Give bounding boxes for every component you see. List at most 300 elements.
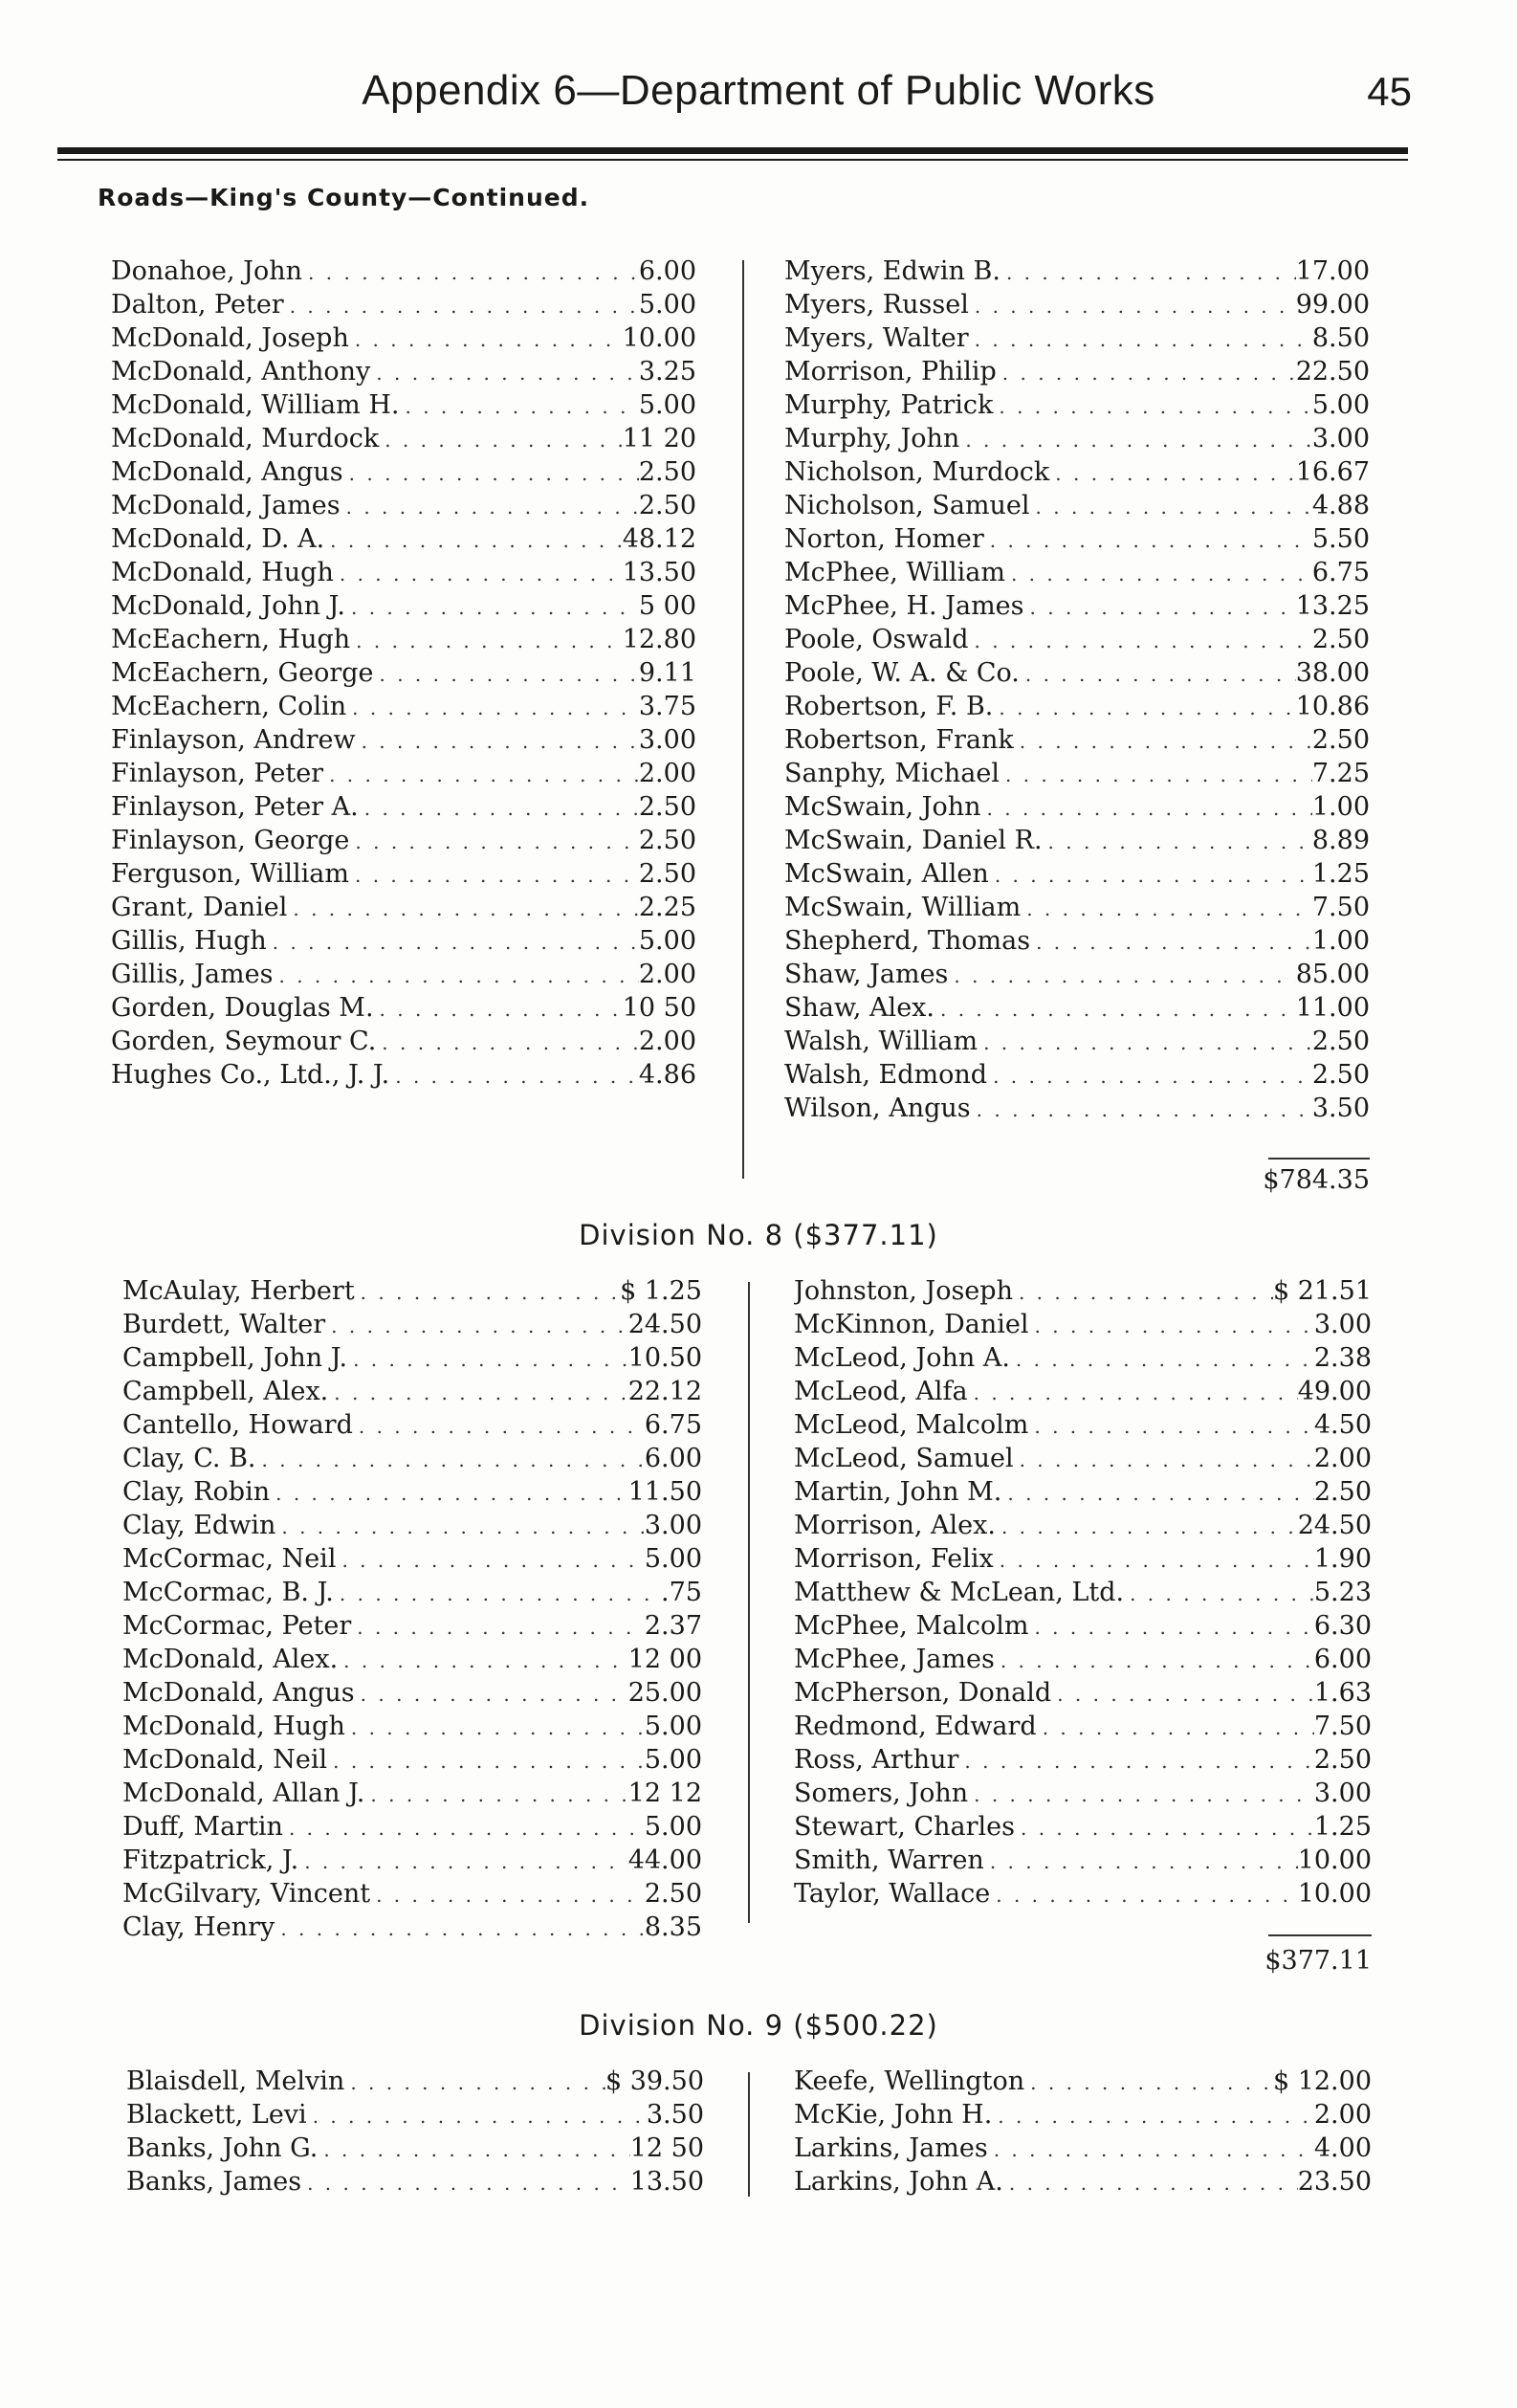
dot-leader	[1049, 457, 1295, 489]
dot-leader	[981, 792, 1312, 824]
payment-amount: 5.00	[644, 1745, 702, 1775]
payment-amount: 2.00	[1313, 2100, 1372, 2130]
ledger-row	[794, 1743, 1372, 1777]
dot-leader	[989, 859, 1312, 891]
ledger-row	[111, 388, 696, 422]
dot-leader	[934, 993, 1296, 1025]
payment-amount: 2.50	[638, 859, 696, 889]
payee-name: Clay, C. B.	[122, 1444, 256, 1473]
payee-name: Shepherd, Thomas	[784, 926, 1031, 956]
payment-amount: 24.50	[1297, 1511, 1372, 1540]
ledger-row	[784, 891, 1370, 924]
dot-leader	[353, 1410, 645, 1442]
payee-name: Dalton, Peter	[111, 290, 284, 320]
dot-leader	[318, 2133, 629, 2165]
payee-name: Murphy, John	[784, 424, 960, 453]
ledger-row	[126, 2065, 704, 2098]
payee-name: Wilson, Angus	[784, 1094, 971, 1123]
payment-amount: 9.11	[638, 658, 696, 688]
payee-name: Robertson, F. B.	[784, 692, 994, 721]
payment-amount: 5 00	[638, 591, 696, 621]
payment-amount: 2.00	[638, 960, 696, 989]
dot-leader	[341, 491, 639, 522]
dot-leader	[345, 591, 639, 623]
ledger-row	[111, 891, 696, 924]
ledger-row	[794, 1710, 1372, 1743]
dot-leader	[284, 290, 639, 321]
payment-amount: 1.25	[1313, 1812, 1372, 1842]
dot-leader	[996, 1511, 1298, 1542]
block1-right-column	[784, 254, 1370, 1125]
payment-amount: 2.00	[638, 759, 696, 788]
dot-leader	[1020, 658, 1296, 690]
payee-name: Morrison, Philip	[784, 357, 997, 387]
payee-name: Finlayson, George	[111, 826, 350, 855]
ledger-row	[784, 254, 1370, 288]
payment-amount: 2.00	[638, 1027, 696, 1056]
payment-amount: 7.50	[1311, 893, 1370, 922]
dot-leader	[971, 1094, 1312, 1125]
payment-amount: 6.30	[1313, 1611, 1372, 1641]
dot-leader	[1014, 1444, 1314, 1475]
payment-amount: 1.00	[1311, 792, 1370, 822]
payment-amount: 11.00	[1295, 993, 1370, 1023]
payment-amount: 22.12	[627, 1377, 702, 1406]
payee-name: Myers, Edwin B.	[784, 256, 1000, 286]
ledger-row	[111, 321, 696, 355]
dot-leader	[1013, 1276, 1273, 1308]
dot-leader	[307, 2100, 647, 2132]
payee-name: Ross, Arthur	[794, 1745, 959, 1775]
ledger-row	[784, 288, 1370, 321]
ledger-row	[122, 1542, 702, 1576]
payee-name: McKinnon, Daniel	[794, 1310, 1029, 1339]
payee-name: McDonald, D. A.	[111, 524, 325, 554]
ledger-row	[111, 522, 696, 556]
payment-amount: 7.50	[1313, 1712, 1372, 1741]
dot-leader	[270, 1477, 628, 1509]
dot-leader	[283, 1812, 645, 1844]
dot-leader	[968, 1377, 1298, 1408]
payee-name: Larkins, James	[794, 2133, 988, 2163]
payment-amount: 4.88	[1311, 491, 1370, 520]
division-8-total-rule	[1268, 1934, 1372, 1936]
payment-amount: 6.75	[644, 1410, 702, 1440]
division-8-left-column	[122, 1274, 702, 1944]
payment-amount: 2.37	[644, 1611, 702, 1641]
payment-amount: 12 50	[629, 2133, 704, 2163]
ledger-row	[784, 455, 1370, 489]
payee-name: Keefe, Wellington	[794, 2066, 1025, 2096]
payee-name: McDonald, William H.	[111, 390, 400, 420]
payee-name: McEachern, Hugh	[111, 625, 351, 654]
payee-name: Gillis, Hugh	[111, 926, 267, 956]
ledger-row	[794, 1542, 1372, 1576]
dot-leader	[1015, 1812, 1314, 1844]
ledger-row	[794, 1676, 1372, 1710]
payee-name: Robertson, Frank	[784, 725, 1014, 755]
ledger-row	[784, 489, 1370, 522]
payee-name: Stewart, Charles	[794, 1812, 1015, 1842]
ledger-row	[122, 1341, 702, 1375]
ledger-row	[122, 1844, 702, 1877]
ledger-row	[794, 1442, 1372, 1475]
payee-name: McDonald, Anthony	[111, 357, 371, 387]
block1-column-divider	[742, 260, 744, 1179]
payment-amount: 2.50	[638, 457, 696, 487]
payment-amount: 3.00	[1313, 1310, 1372, 1339]
dot-leader	[344, 2066, 605, 2098]
dot-leader	[969, 290, 1296, 321]
dot-leader	[327, 1745, 645, 1777]
ledger-row	[784, 589, 1370, 623]
payment-amount: 13.50	[629, 2167, 704, 2197]
payment-amount: 3.00	[1313, 1778, 1372, 1808]
ledger-row	[111, 489, 696, 522]
payment-amount: 6.00	[1313, 1645, 1372, 1674]
ledger-row	[126, 2098, 704, 2132]
division-9-heading: Division No. 9 ($500.22)	[579, 2009, 938, 2042]
payment-amount: 2.50	[1311, 1027, 1370, 1056]
payee-name: Poole, W. A. & Co.	[784, 658, 1020, 688]
ledger-row	[122, 1442, 702, 1475]
payment-amount: 1.00	[1311, 926, 1370, 956]
payee-name: Banks, James	[126, 2167, 302, 2197]
payee-name: Nicholson, Murdock	[784, 457, 1050, 487]
payment-amount: 2.50	[1313, 1477, 1372, 1507]
ledger-row	[111, 455, 696, 489]
payee-name: Poole, Oswald	[784, 625, 969, 654]
ledger-row	[794, 1308, 1372, 1341]
ledger-row	[111, 958, 696, 991]
payee-name: McCormac, B. J.	[122, 1578, 334, 1607]
payee-name: McDonald, Hugh	[122, 1712, 345, 1741]
ledger-row	[794, 2065, 1372, 2098]
dot-leader	[994, 1544, 1314, 1576]
ledger-row	[122, 1911, 702, 1944]
ledger-row	[784, 924, 1370, 958]
payment-amount: 3.50	[1311, 1094, 1370, 1123]
dot-leader	[275, 1511, 645, 1542]
payment-amount: 13.25	[1295, 591, 1370, 621]
ledger-row	[111, 991, 696, 1025]
ledger-row	[794, 2132, 1372, 2165]
dot-leader	[399, 390, 638, 422]
dot-leader	[968, 1778, 1314, 1810]
payee-name: McDonald, Neil	[122, 1745, 328, 1775]
ledger-row	[794, 1777, 1372, 1810]
payment-amount: 24.50	[627, 1310, 702, 1339]
ledger-row	[784, 522, 1370, 556]
division-8-total: $377.11	[1264, 1946, 1372, 1976]
ledger-row	[122, 1777, 702, 1810]
payee-name: Grant, Daniel	[111, 893, 288, 922]
block1-left-column	[111, 254, 696, 1092]
ledger-row	[122, 1308, 702, 1341]
payee-name: McCormac, Neil	[122, 1544, 337, 1574]
dot-leader	[1010, 1343, 1314, 1375]
payee-name: McLeod, Alfa	[794, 1377, 968, 1406]
dot-leader	[370, 1879, 645, 1911]
payment-amount: 3.00	[638, 725, 696, 755]
block1-total-rule	[1268, 1158, 1370, 1160]
payee-name: McGilvary, Vincent	[122, 1879, 371, 1909]
payment-amount: 4.50	[1313, 1410, 1372, 1440]
payment-amount: 22.50	[1295, 357, 1370, 387]
dot-leader	[1021, 893, 1312, 924]
payment-amount: 10.50	[627, 1343, 702, 1373]
payment-amount: 23.50	[1297, 2167, 1372, 2197]
dot-leader	[364, 1778, 627, 1810]
dot-leader	[376, 1027, 639, 1058]
payment-amount: 5.00	[1311, 390, 1370, 420]
payee-name: Burdett, Walter	[122, 1310, 326, 1339]
payee-name: Walsh, Edmond	[784, 1060, 988, 1090]
ledger-row	[111, 623, 696, 656]
dot-leader	[328, 1377, 627, 1408]
payee-name: Gorden, Douglas M.	[111, 993, 374, 1023]
dot-leader	[995, 1645, 1314, 1676]
payment-amount: 38.00	[1295, 658, 1370, 688]
payee-name: Myers, Russel	[784, 290, 969, 320]
page-header-title: Appendix 6—Department of Public Works	[362, 67, 1155, 114]
payee-name: Norton, Homer	[784, 524, 984, 554]
dot-leader	[351, 1611, 645, 1643]
ledger-row	[111, 1025, 696, 1058]
ledger-row	[794, 1643, 1372, 1676]
dot-leader	[345, 1712, 645, 1743]
payee-name: McKie, John H.	[794, 2100, 993, 2130]
dot-leader	[984, 1845, 1298, 1877]
payee-name: McSwain, William	[784, 893, 1022, 922]
payment-amount: 5.00	[644, 1812, 702, 1842]
ledger-row	[784, 1092, 1370, 1125]
division-8-right-column	[794, 1274, 1372, 1911]
ledger-row	[784, 388, 1370, 422]
dot-leader	[379, 424, 622, 455]
ledger-row	[111, 757, 696, 790]
ledger-row	[111, 656, 696, 690]
ledger-row	[111, 254, 696, 288]
ledger-row	[122, 1877, 702, 1911]
ledger-row	[122, 1576, 702, 1609]
payment-amount: 10.00	[1297, 1845, 1372, 1875]
payment-amount: .75	[661, 1578, 702, 1607]
payee-name: Fitzpatrick, J.	[122, 1845, 299, 1875]
payee-name: Gillis, James	[111, 960, 274, 989]
dot-leader	[1051, 1678, 1314, 1710]
payee-name: McSwain, Daniel R.	[784, 826, 1043, 855]
dot-leader	[1030, 926, 1312, 958]
payment-amount: $ 1.25	[620, 1276, 702, 1306]
ledger-row	[784, 656, 1370, 690]
ledger-row	[794, 1810, 1372, 1844]
payment-amount: 12.80	[622, 625, 696, 654]
payment-amount: 2.25	[638, 893, 696, 922]
division-8-heading: Division No. 8 ($377.11)	[579, 1219, 938, 1251]
payment-amount: 2.50	[638, 792, 696, 822]
dot-leader	[1030, 491, 1312, 522]
dot-leader	[1124, 1578, 1314, 1609]
ledger-row	[794, 1274, 1372, 1308]
dot-leader	[334, 558, 623, 589]
payment-amount: 5.00	[638, 926, 696, 956]
page-number: 45	[1367, 69, 1412, 114]
payment-amount: 10 50	[622, 993, 696, 1023]
payment-amount: 4.00	[1313, 2133, 1372, 2163]
payment-amount: 10.00	[1297, 1879, 1372, 1909]
ledger-row	[111, 924, 696, 958]
payee-name: McCormac, Peter	[122, 1611, 352, 1641]
ledger-row	[784, 958, 1370, 991]
division-9-right-column	[794, 2065, 1372, 2198]
payee-name: Sanphy, Michael	[784, 759, 1000, 788]
dot-leader	[958, 1745, 1313, 1777]
ledger-row	[794, 1341, 1372, 1375]
dot-leader	[347, 1343, 628, 1375]
ledger-row	[794, 1509, 1372, 1542]
dot-leader	[1029, 1310, 1314, 1341]
payment-amount: 44.00	[627, 1845, 702, 1875]
payment-amount: 3.50	[646, 2100, 704, 2130]
payee-name: McPherson, Donald	[794, 1678, 1052, 1708]
dot-leader	[1003, 2167, 1298, 2198]
dot-leader	[374, 658, 639, 690]
ledger-row	[122, 1676, 702, 1710]
ledger-row	[794, 1475, 1372, 1509]
ledger-row	[794, 1609, 1372, 1643]
dot-leader	[275, 1912, 645, 1944]
payee-name: Shaw, James	[784, 960, 949, 989]
ledger-row	[794, 1408, 1372, 1442]
header-rule-thick	[57, 147, 1408, 154]
ledger-row	[111, 857, 696, 891]
payment-amount: $ 21.51	[1272, 1276, 1372, 1306]
ledger-row	[794, 1375, 1372, 1408]
dot-leader	[287, 893, 639, 924]
payee-name: Cantello, Howard	[122, 1410, 353, 1440]
dot-leader	[374, 993, 623, 1025]
dot-leader	[256, 1444, 645, 1475]
ledger-row	[794, 1844, 1372, 1877]
payment-amount: 99.00	[1295, 290, 1370, 320]
ledger-row	[111, 723, 696, 757]
payee-name: Clay, Edwin	[122, 1511, 276, 1540]
payment-amount: 1.25	[1311, 859, 1370, 889]
ledger-row	[111, 556, 696, 589]
dot-leader	[274, 960, 639, 991]
payee-name: McDonald, Alex.	[122, 1645, 339, 1674]
payee-name: Smith, Warren	[794, 1845, 984, 1875]
payee-name: Duff, Martin	[122, 1812, 283, 1842]
ledger-row	[122, 1509, 702, 1542]
ledger-row	[794, 2165, 1372, 2198]
payee-name: Campbell, Alex.	[122, 1377, 329, 1406]
payee-name: Finlayson, Andrew	[111, 725, 356, 755]
payment-amount: 7.25	[1311, 759, 1370, 788]
payment-amount: 17.00	[1295, 256, 1370, 286]
payment-amount: 11 20	[622, 424, 696, 453]
payment-amount: 48.12	[622, 524, 696, 554]
dot-leader	[984, 524, 1312, 556]
ledger-row	[784, 824, 1370, 857]
payee-name: McDonald, James	[111, 491, 341, 520]
dot-leader	[948, 960, 1295, 991]
dot-leader	[355, 1678, 628, 1710]
payment-amount: 5.50	[1311, 524, 1370, 554]
ledger-row	[111, 790, 696, 824]
division-8-column-divider	[748, 1282, 750, 1923]
payment-amount: 8.50	[1311, 323, 1370, 353]
ledger-row	[794, 1877, 1372, 1911]
dot-leader	[1001, 1477, 1314, 1509]
section-heading: Roads—King's County—Continued.	[98, 184, 590, 211]
dot-leader	[1028, 1611, 1313, 1643]
ledger-row	[111, 690, 696, 723]
payee-name: Banks, John G.	[126, 2133, 319, 2163]
dot-leader	[349, 859, 639, 891]
payee-name: Murphy, Patrick	[784, 390, 994, 420]
payment-amount: 1.63	[1313, 1678, 1372, 1708]
payee-name: Finlayson, Peter A.	[111, 792, 359, 822]
payee-name: Gorden, Seymour C.	[111, 1027, 377, 1056]
payee-name: Clay, Robin	[122, 1477, 271, 1507]
payment-amount: 3.00	[1311, 424, 1370, 453]
dot-leader	[1014, 725, 1312, 757]
division-9-left-column	[126, 2065, 704, 2198]
payment-amount: 8.35	[644, 1912, 702, 1942]
payee-name: Shaw, Alex.	[784, 993, 934, 1023]
dot-leader	[993, 390, 1312, 422]
payee-name: McDonald, Angus	[111, 457, 343, 487]
payment-amount: 1.90	[1313, 1544, 1372, 1574]
dot-leader	[1000, 759, 1312, 790]
dot-leader	[355, 1276, 620, 1308]
payment-amount: 5.00	[644, 1712, 702, 1741]
ledger-row	[784, 857, 1370, 891]
ledger-row	[122, 1710, 702, 1743]
payment-amount: 8.89	[1311, 826, 1370, 855]
dot-leader	[997, 357, 1296, 388]
payee-name: Hughes Co., Ltd., J. J.	[111, 1060, 390, 1090]
payee-name: Donahoe, John	[111, 256, 303, 286]
payment-amount: 10.00	[622, 323, 696, 353]
ledger-row	[111, 589, 696, 623]
payee-name: McPhee, William	[784, 558, 1005, 587]
payee-name: Johnston, Joseph	[794, 1276, 1013, 1306]
dot-leader	[992, 2100, 1314, 2132]
payment-amount: 85.00	[1295, 960, 1370, 989]
payee-name: McAulay, Herbert	[122, 1276, 355, 1306]
payee-name: McPhee, James	[794, 1645, 995, 1674]
payee-name: Finlayson, Peter	[111, 759, 324, 788]
dot-leader	[336, 1544, 644, 1576]
dot-leader	[988, 2133, 1314, 2165]
dot-leader	[993, 692, 1295, 723]
payment-amount: 12 12	[627, 1778, 702, 1808]
payment-amount: 5.00	[638, 290, 696, 320]
dot-leader	[267, 926, 639, 958]
dot-leader	[968, 625, 1311, 656]
dot-leader	[301, 2167, 630, 2198]
dot-leader	[325, 1310, 628, 1341]
payment-amount: 5.00	[638, 390, 696, 420]
dot-leader	[359, 792, 639, 824]
payment-amount: 11.50	[627, 1477, 702, 1507]
header-rule-thin	[57, 159, 1408, 161]
dot-leader	[389, 1060, 639, 1092]
payee-name: McLeod, John A.	[794, 1343, 1010, 1373]
